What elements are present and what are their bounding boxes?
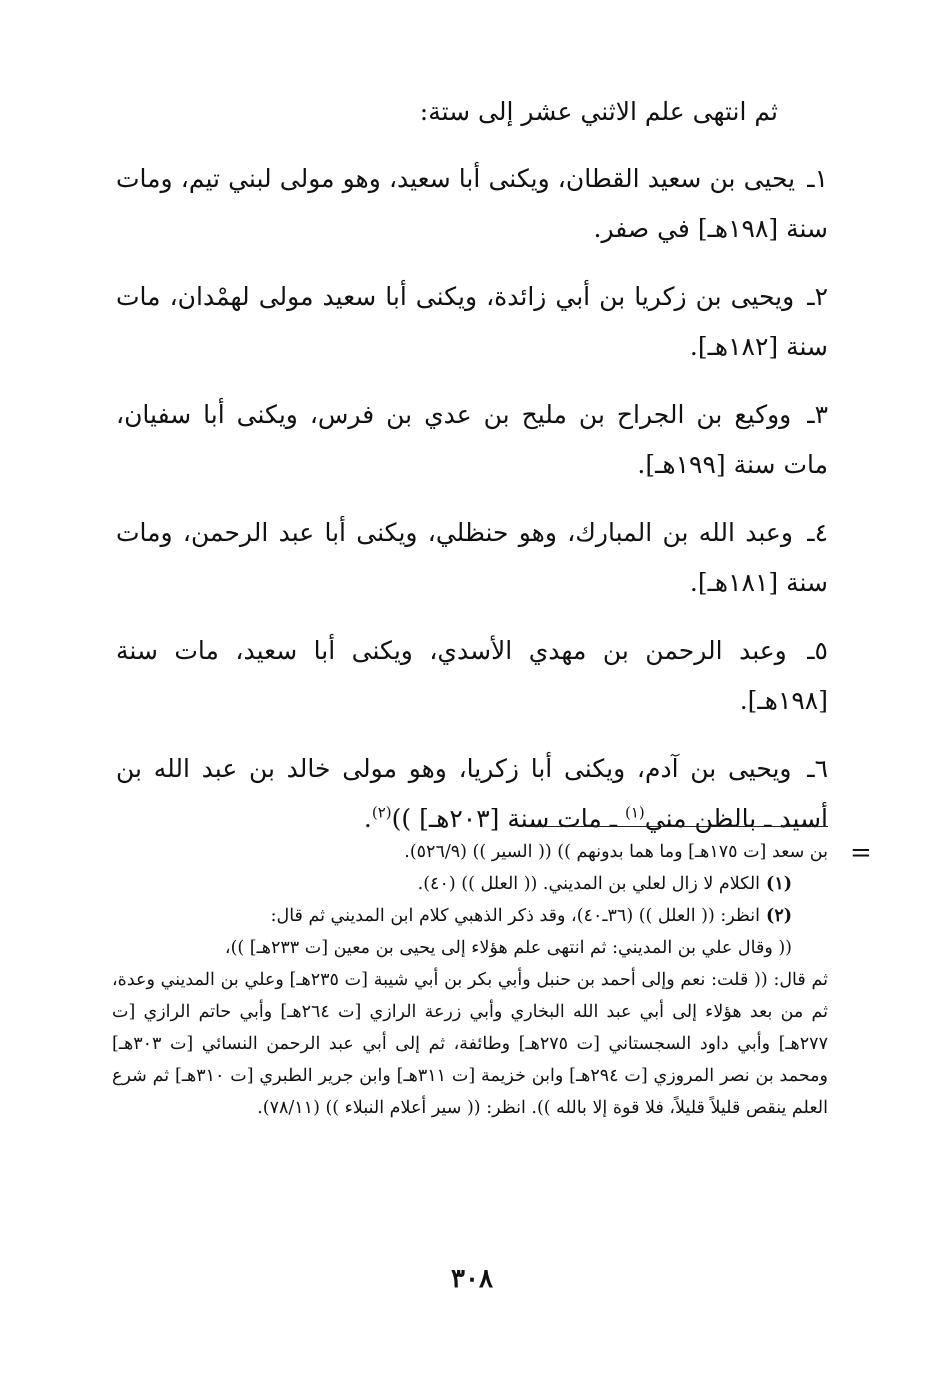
footnote-marker-1[interactable]: (١) [624, 803, 645, 822]
entry-text: وعبد الله بن المبارك، وهو حنظلي، ويكنى أبا عبد الرحمن، ومات سنة [١٨١هـ]. [116, 518, 828, 597]
footnote-separator [530, 826, 828, 827]
entry-number: ٥ـ [807, 636, 828, 665]
footnote-number: (١) [766, 874, 792, 894]
narrator-entry [116, 744, 828, 844]
footnote-quote-continuation: ثم قال: (( قلت: نعم وإلى أحمد بن حنبل وأبي بكر بن أبي شيبة [ت ٢٣٥هـ] وعلي بن المديني وعدة، ثم من بعد هؤلاء إلى أبي عبد الله البخاري وأبي زرعة الرازي [ت ٢٦٤هـ] وأبي حاتم الرازي [ت ٢٧٧هـ] وأبي داود السجستاني [ت ٢٧٥هـ] وطائفة، ثم إلى أبي عبد الرحمن النسائي [ت ٣٠٣هـ] ومحمد بن نصر المروزي [ت ٢٩٤هـ] وابن خزيمة [ت ٣١١هـ] وابن جرير الطبري [ت ٣١٠هـ] ثم شرع العلم ينقص قليلاً قليلاً، فلا قوة إلا بالله )). انظر: (( سير أعلام النبلاء )) (٧٨/١١). [112, 970, 829, 1118]
entry-text: يحيى بن سعيد القطان، ويكنى أبا سعيد، وهو مولى لبني تيم، ومات سنة [١٩٨هـ] في صفر. [116, 164, 828, 243]
entry-number: ٢ـ [807, 282, 828, 311]
footnote-1 [112, 868, 828, 900]
footnote-2 [112, 900, 828, 932]
narrator-entry [116, 626, 828, 726]
continuation-mark: = [850, 838, 872, 868]
entry-text: ويحيى بن زكريا بن أبي زائدة، ويكنى أبا سعيد مولى لهمْدان، مات سنة [١٨٢هـ]. [116, 282, 828, 361]
entry-text: ويحيى بن آدم، ويكنى أبا زكريا، وهو مولى خالد بن عبد الله بن أسيد ـ بالظن مني [116, 754, 828, 833]
entry-text: وعبد الرحمن بن مهدي الأسدي، ويكنى أبا سعيد، مات سنة [١٩٨هـ]. [116, 636, 828, 715]
footnote-marker-2[interactable]: (٢) [371, 803, 392, 822]
footnote-continuation: بن سعد [ت ١٧٥هـ] وما هما بدونهم )) (( السير )) (٥٢٦/٩). [404, 842, 828, 862]
footnote-number: (٢) [766, 906, 792, 926]
narrator-entry [116, 272, 828, 372]
narrator-entry [116, 390, 828, 490]
intro-line: ثم انتهى علم الاثني عشر إلى ستة: [419, 97, 778, 126]
footnotes [112, 836, 828, 1124]
entry-number: ٦ـ [807, 754, 828, 783]
narrator-entry [116, 508, 828, 608]
narrator-entry [116, 154, 828, 254]
entry-text-cont: ـ مات سنة [٢٠٣هـ] )) [391, 804, 625, 833]
footnote-text: الكلام لا زال لعلي بن المديني. (( العلل )) (٤٠). [417, 874, 761, 894]
entry-number: ٤ـ [807, 518, 828, 547]
footnote-text: انظر: (( العلل )) (٣٦ـ٤٠)، وقد ذكر الذهبي كلام ابن المديني ثم قال: [270, 906, 761, 926]
page-number: ٣٠٨ [451, 1264, 493, 1294]
entry-number: ٣ـ [807, 400, 828, 429]
entry-text: ووكيع بن الجراح بن مليح بن عدي بن فرس، ويكنى أبا سفيان، مات سنة [١٩٩هـ]. [116, 400, 828, 479]
main-text [116, 92, 828, 862]
footnote-quote: (( وقال علي بن المديني: ثم انتهى علم هؤلاء إلى يحيى بن معين [ت ٢٣٣هـ] ))، [224, 938, 792, 958]
entry-text-end: . [363, 804, 372, 833]
entry-number: ١ـ [807, 164, 828, 193]
